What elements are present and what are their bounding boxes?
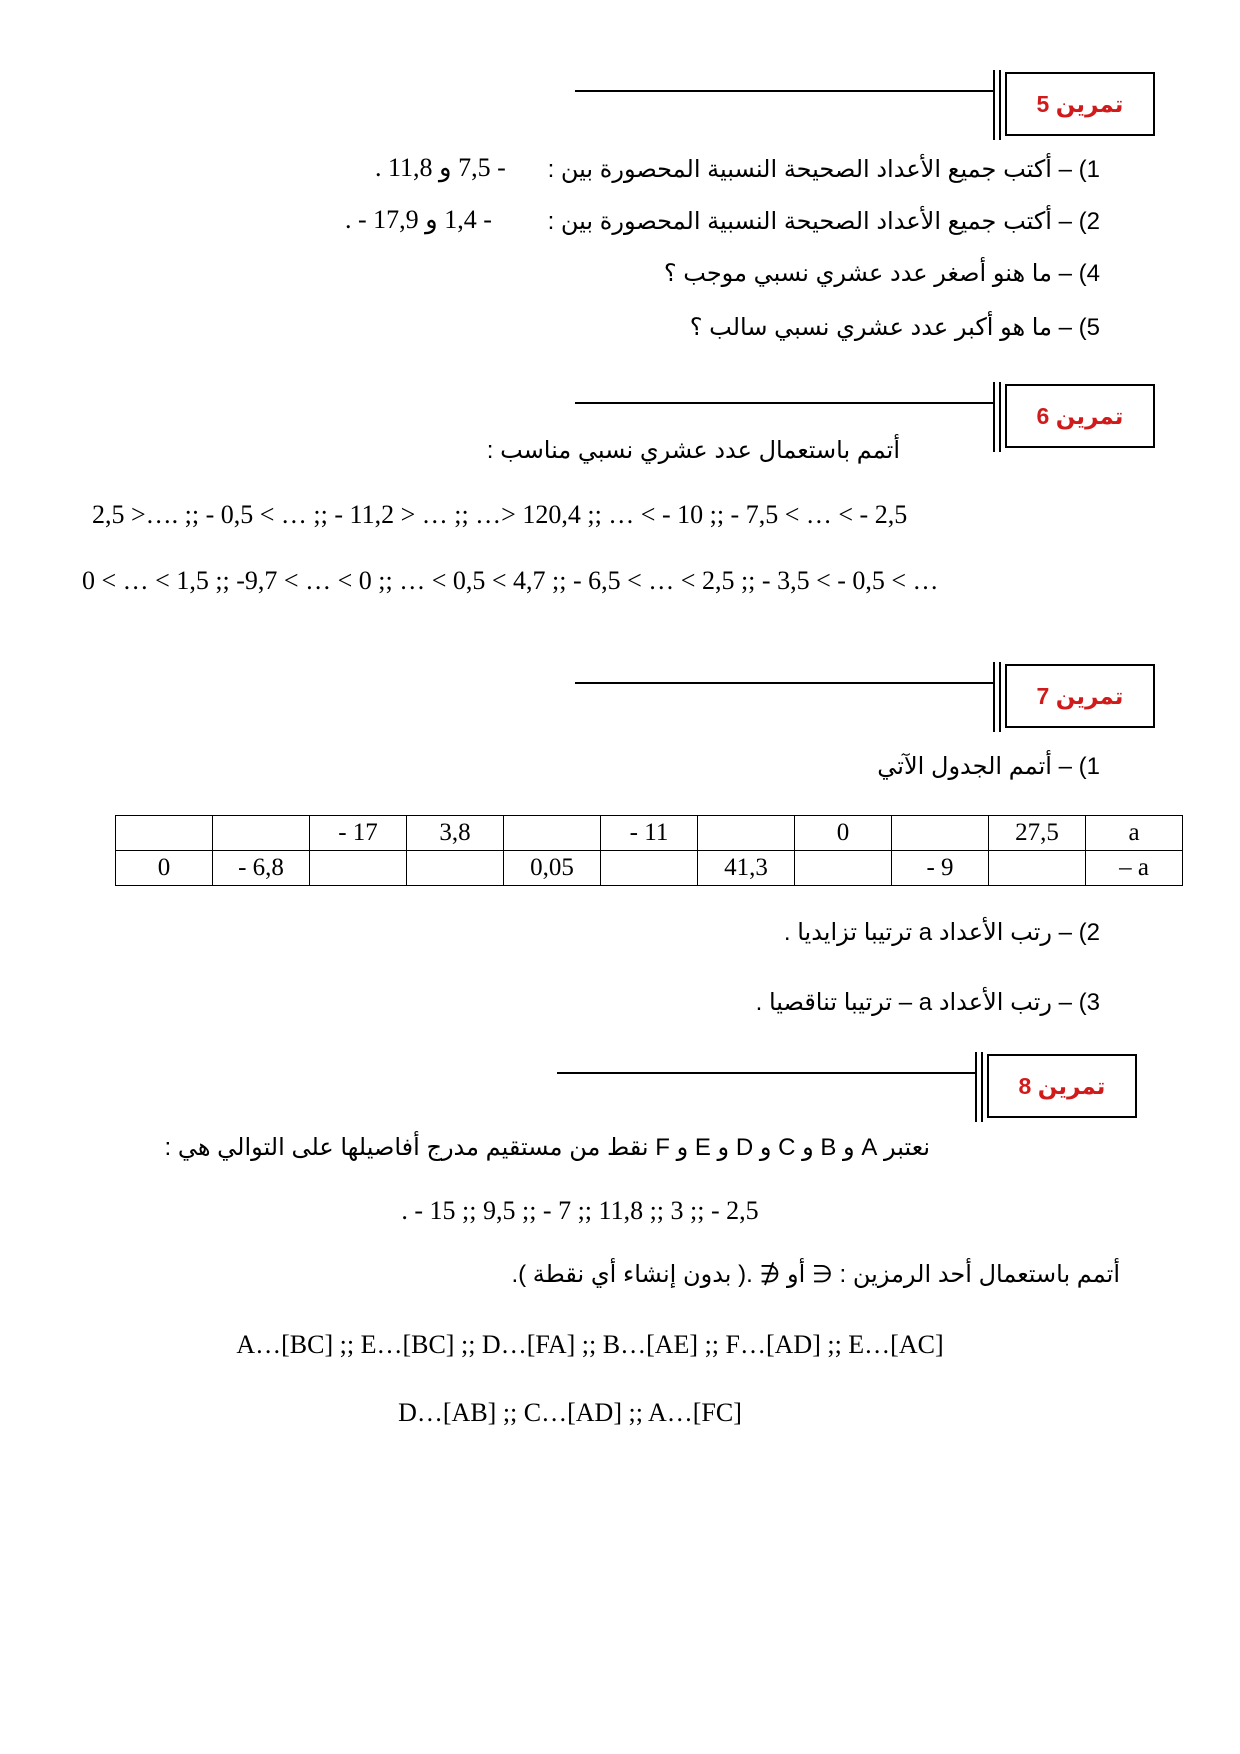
ex5-header-line [575, 90, 995, 92]
ex6-intro: أتمم باستعمال عدد عشري نسبي مناسب : [486, 437, 900, 464]
ex5-question-2: 2) – أكتب جميع الأعداد الصحيحة النسبية المحصورة بين : [547, 208, 1100, 235]
table-cell: - 6,8 [213, 851, 310, 886]
table-row-neg-a [116, 851, 1183, 886]
ex7-header-bar-1 [993, 662, 995, 732]
table-cell [310, 851, 407, 886]
ex7-title-box [1005, 664, 1155, 728]
ex8-instruction: أتمم باستعمال أحد الرمزين : ∈ أو ∉ .( بدون إنشاء أي نقطة ). [511, 1261, 1120, 1288]
ex6-row-2: 0 < … < 1,5 ;; -9,7 < … < 0 ;; … < 0,5 < 4,7 ;; - 6,5 < … < 2,5 ;; - 3,5 < - 0,5 < … [82, 566, 939, 595]
ex5-question-4: 4) – ما هنو أصغر عدد عشري نسبي موجب ؟ [663, 260, 1100, 287]
table-cell: 0 [795, 816, 892, 851]
ex6-header-bar-1 [993, 382, 995, 452]
table-cell [504, 816, 601, 851]
ex7-header-line [575, 682, 995, 684]
table-cell: 0 [116, 851, 213, 886]
ex5-question-1: 1) – أكتب جميع الأعداد الصحيحة النسبية المحصورة بين : [547, 156, 1100, 183]
ex8-header-bar-1 [975, 1052, 977, 1122]
table-cell [892, 816, 989, 851]
ex7-question-1: 1) – أتمم الجدول الآتي [877, 753, 1100, 780]
table-cell: - 11 [601, 816, 698, 851]
ex7-question-2: 2) – رتب الأعداد a ترتيبا تزايديا . [783, 919, 1100, 946]
table-cell [407, 851, 504, 886]
ex8-row-1: A…[BC] ;; E…[BC] ;; D…[FA] ;; B…[AE] ;; F…[AD] ;; E…[AC] [236, 1330, 944, 1359]
table-header-cell: a [1086, 816, 1183, 851]
table-cell [698, 816, 795, 851]
ex7-title: تمرين 7 [1036, 682, 1124, 709]
ex8-header-bar-2 [981, 1052, 983, 1122]
ex6-header-bar-2 [999, 382, 1001, 452]
table-cell: 3,8 [407, 816, 504, 851]
table-cell: - 17 [310, 816, 407, 851]
ex5-question-2-values: - 1,4 و 17,9 - . [345, 205, 492, 234]
table-cell: - 9 [892, 851, 989, 886]
table-row-a [116, 816, 1183, 851]
table-cell: 27,5 [989, 816, 1086, 851]
ex6-title: تمرين 6 [1036, 402, 1124, 429]
table-cell [213, 816, 310, 851]
ex8-title-box [987, 1054, 1137, 1118]
ex6-title-box [1005, 384, 1155, 448]
ex7-header-bar-2 [999, 662, 1001, 732]
table-cell [989, 851, 1086, 886]
ex8-header-line [557, 1072, 977, 1074]
table-cell: 0,05 [504, 851, 601, 886]
table-cell [795, 851, 892, 886]
ex5-title-box [1005, 72, 1155, 136]
ex8-values: . - 15 ;; 9,5 ;; - 7 ;; 11,8 ;; 3 ;; - 2,5 [401, 1196, 759, 1225]
ex5-header-bar-1 [993, 70, 995, 140]
ex6-row-1: 2,5 >…. ;; - 0,5 < … ;; - 11,2 > … ;; …> 120,4 ;; … < - 10 ;; - 7,5 < … < - 2,5 [92, 500, 908, 529]
ex6-header-line [575, 402, 995, 404]
table-cell [601, 851, 698, 886]
ex5-header-bar-2 [999, 70, 1001, 140]
ex7-opposites-table [115, 815, 1183, 886]
table-cell [116, 816, 213, 851]
ex5-title: تمرين 5 [1036, 90, 1124, 117]
ex5-question-1-values: - 7,5 و 11,8 . [375, 153, 506, 182]
ex8-title: تمرين 8 [1018, 1072, 1106, 1099]
table-header-cell: – a [1086, 851, 1183, 886]
ex7-question-3: 3) – رتب الأعداد a – ترتيبا تناقصيا . [755, 989, 1100, 1016]
ex8-intro: نعتبر A و B و C و D و E و F نقط من مستقيم مدرج أفاصيلها على التوالي هي : [164, 1134, 930, 1161]
ex8-row-2: D…[AB] ;; C…[AD] ;; A…[FC] [398, 1398, 742, 1427]
table-cell: 41,3 [698, 851, 795, 886]
ex5-question-5: 5) – ما هو أكبر عدد عشري نسبي سالب ؟ [689, 314, 1100, 341]
